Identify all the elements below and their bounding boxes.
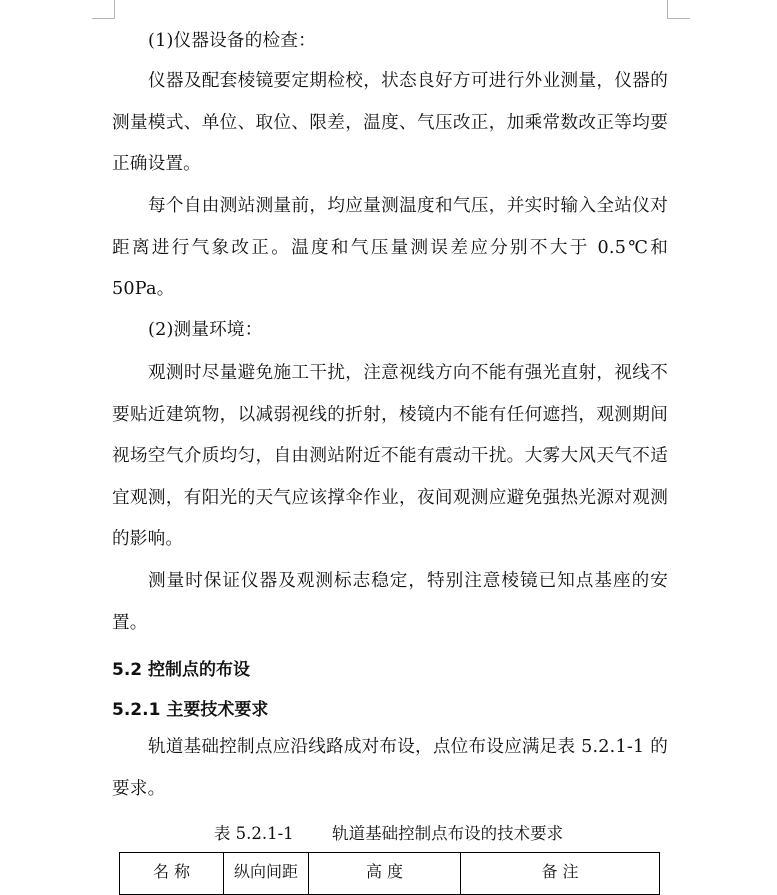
- paragraph-instrument-check-heading: (1)仪器设备的检查：: [148, 31, 316, 51]
- paragraph-control-point-layout: 轨道基础控制点应沿线路成对布设，点位布设应满足表 5.2.1-1 的要求。: [112, 737, 668, 799]
- paragraph-meteorological-correction: 每个自由测站测量前，均应量测温度和气压，并实时输入全站仪对距离进行气象改正。温度和气压量测误差应分别不大于 0.5℃和 50Pa。: [112, 196, 668, 299]
- crop-mark-top-right: [667, 0, 690, 19]
- table-header-remarks: 备 注: [461, 853, 660, 895]
- table-header-height: 高 度: [309, 853, 461, 895]
- table-header-spacing: 纵向间距: [224, 853, 309, 895]
- paragraph-environment-heading: (2)测量环境：: [148, 320, 263, 340]
- crop-mark-top-left: [92, 0, 115, 19]
- table-caption-number: 表 5.2.1-1: [213, 824, 294, 843]
- table-header-row: [120, 853, 660, 895]
- paragraph-instrument-calibration: 仪器及配套棱镜要定期检校，状态良好方可进行外业测量，仪器的测量模式、单位、取位、限差，温度、气压改正，加乘常数改正等均要正确设置。: [112, 71, 668, 174]
- table-caption-title: 轨道基础控制点布设的技术要求: [332, 824, 564, 843]
- paragraph-stability: 测量时保证仪器及观测标志稳定，特别注意棱镜已知点基座的安置。: [112, 571, 668, 633]
- technical-requirements-table: [119, 852, 660, 895]
- table-caption: [0, 820, 777, 844]
- section-heading-5-2: 5.2 控制点的布设: [112, 660, 251, 680]
- paragraph-environment-requirements: 观测时尽量避免施工干扰，注意视线方向不能有强光直射，视线不要贴近建筑物，以减弱视线的折射，棱镜内不能有任何遮挡，观测期间视场空气介质均匀，自由测站附近不能有震动干扰。大雾大风天气不适宜观测，有阳光的天气应该撑伞作业，夜间观测应避免强热光源对观测的影响。: [112, 363, 668, 549]
- table-header-name: 名 称: [120, 853, 224, 895]
- section-heading-5-2-1: 5.2.1 主要技术要求: [112, 700, 269, 720]
